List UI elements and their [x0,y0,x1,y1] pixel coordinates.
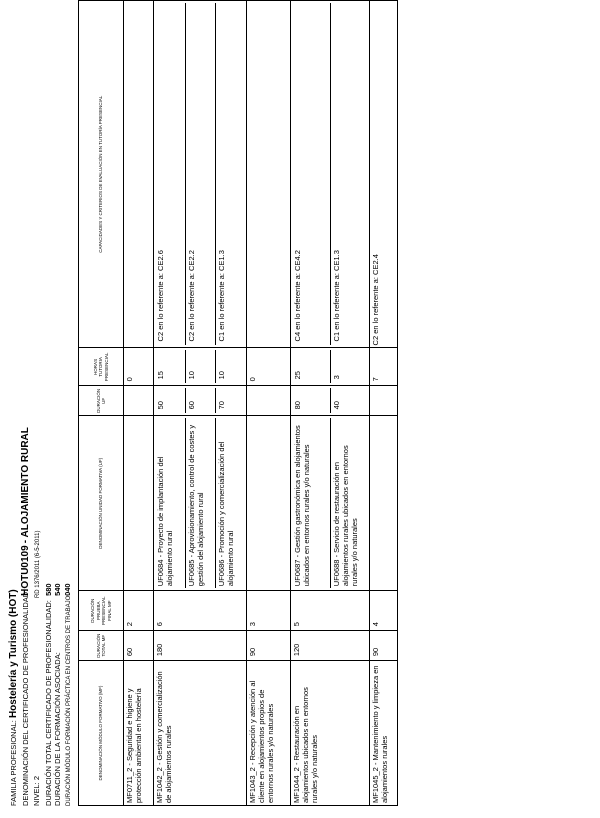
mf-cell: MF1045_2 - Mantenimiento y limpieza en alojamientos rurales [370,661,398,806]
mf-cell: MF1042_2 - Gestión y comercialización de alojamientos rurales [154,661,247,806]
col-header-capacidades: CAPACIDADES Y CRITERIOS DE EVALUACIÓN EN TUTORÍA PRESENCIAL [79,1,124,348]
horas-cell [154,348,247,386]
uf-entry: UF0686 - Promoción y comercialización del alojamiento rural [215,418,245,588]
col-header-duracion-uf: DURACIÓN UF [79,386,124,416]
uf-horas: 25 [293,371,302,380]
duracion-mf-cell: 180 [154,631,247,661]
duracion-uf-cell [154,386,247,416]
uf-cell [291,416,370,591]
prueba-cell: 3 [247,591,291,631]
duracion-uf-cell [291,386,370,416]
uf-capacidades: C2 en lo referente a: CE2.2 [185,3,215,345]
denominacion-label: DENOMINACIÓN DEL CERTIFICADO DE PROFESIONALIDAD: [21,589,30,806]
capacidades-cell: C2 en lo referente a: CE2.4 [370,1,398,348]
table-row [370,1,398,806]
uf-cell [154,416,247,591]
uf-duracion: 60 [185,388,215,413]
mf-cell: MF1043_2 - Recepción y atención al cliente en alojamientos propios de entornos rurales y/o naturales [247,661,291,806]
duracion-total-line [44,246,54,806]
table-row [154,1,247,806]
nivel-line [32,246,44,806]
nivel-label: NIVEL: [32,782,41,806]
horas-cell: 0 [124,348,154,386]
modules-table [78,0,398,806]
duracion-mf-cell: 90 [247,631,291,661]
duracion-formacion-label: DURACIÓN DE LA FORMACIÓN ASOCIADA: [53,652,62,806]
nivel-value: 2 [32,775,41,781]
horas-cell: 7 [370,348,398,386]
uf-duracion: 80 [293,401,302,410]
duracion-mf-cell: 120 [291,631,370,661]
capacidades-cell [124,1,154,348]
uf-entry: UF0685 - Aprovisionamiento, control de costes y gestión del alojamiento rural [185,418,215,588]
table-row [291,1,370,806]
duracion-formacion-value: 540 [53,583,62,596]
col-header-mf: DENOMINACIÓN MÓDULO FORMATIVO (MF) [79,661,124,806]
uf-capacidades: C1 en lo referente a: CE1.3 [215,3,245,345]
rd-text: RD 1376/2011 (6-5-2011) [35,530,41,599]
prueba-cell: 6 [154,591,247,631]
familia-label: FAMILIA PROFESIONAL: [9,720,18,806]
duracion-total-label: DURACIÓN TOTAL CERTIFICADO DE PROFESIONALIDAD: [43,600,53,806]
uf-duracion: 50 [156,401,165,410]
capacidades-cell [291,1,370,348]
uf-duracion: 40 [330,388,368,413]
uf-horas: 3 [330,350,368,383]
familia-line [8,246,20,806]
familia-value: Hostelería y Turismo (HOT) [8,589,19,719]
duracion-mf-cell: 90 [370,631,398,661]
col-header-prueba: DURACIÓN PRUEBA PRESENCIAL FINAL MF [79,591,124,631]
uf-capacidades: C4 en lo referente a: CE4.2 [293,250,302,342]
uf-cell [124,416,154,591]
col-header-horas: HORAS TUTORIA PRESENCIAL [79,348,124,386]
capacidades-cell [154,1,247,348]
denominacion-line [20,246,32,806]
uf-capacidades: C2 en lo referente a: CE2.6 [156,250,165,342]
capacidades-cell [247,1,291,348]
duracion-practica-line [63,246,75,806]
col-header-duracion-mf: DURACIÓN TOTAL MF [79,631,124,661]
mf-cell: MF1044_2 - Restauración en alojamientos ubicados en entornos rurales y/o naturales [291,661,370,806]
col-header-uf: DENOMINACIÓN UNIDAD FORMATIVA (UF) [79,416,124,591]
uf-entry: UF0684 - Proyecto de implantación del alojamiento rural [156,456,174,587]
horas-cell: 0 [247,348,291,386]
duracion-practica-label: DURACIÓN MÓDULO FORMACIÓN PRÁCTICA EN CENTROS DE TRABAJO: [65,594,72,806]
prueba-cell: 2 [124,591,154,631]
duracion-uf-cell [124,386,154,416]
document-header [8,246,74,806]
certificado-code: HOTU0109 [20,545,31,596]
duracion-mf-cell: 60 [124,631,154,661]
prueba-cell: 5 [291,591,370,631]
duracion-formacion-line [53,246,63,806]
table-row [124,1,154,806]
duracion-uf-cell [370,386,398,416]
mf-cell: MF0711_2 - Seguridad e higiene y protección ambiental en hostelería [124,661,154,806]
certificado-name: - ALOJAMIENTO RURAL [20,427,31,544]
duracion-practica-value: 040 [62,583,72,596]
uf-entry: UF0687 - Gestión gastronómica en alojamientos ubicados en entornos rurales y/o naturales [293,425,311,587]
table-row [247,1,291,806]
uf-capacidades: C1 en lo referente a: CE1.3 [330,3,368,345]
uf-horas: 15 [156,371,165,380]
prueba-cell: 4 [370,591,398,631]
uf-duracion: 70 [215,388,245,413]
uf-cell [247,416,291,591]
uf-entry: UF0688 - Servicio de restauración en alojamientos rurales ubicados en entornos rurales y/o naturales [330,418,368,588]
uf-horas: 10 [215,350,245,383]
duracion-uf-cell [247,386,291,416]
table-header-row [79,1,124,806]
horas-cell [291,348,370,386]
duracion-total-value: 580 [43,583,53,596]
uf-cell [370,416,398,591]
uf-horas: 10 [185,350,215,383]
